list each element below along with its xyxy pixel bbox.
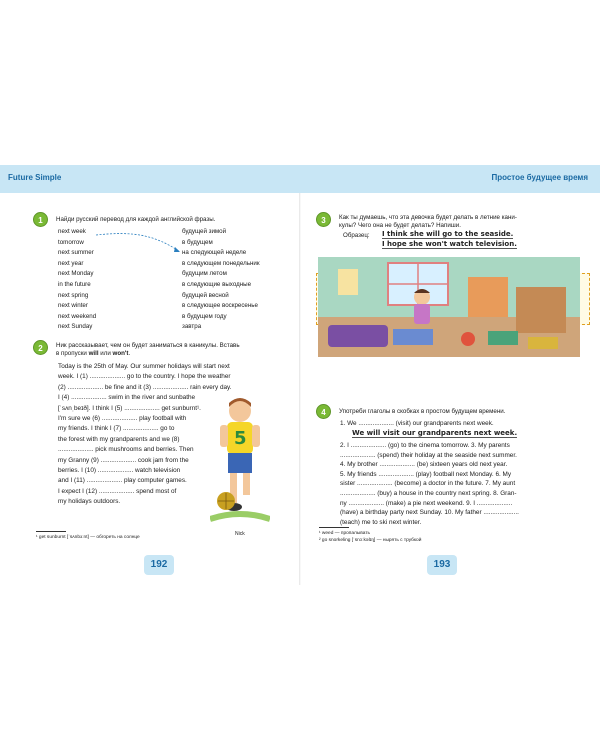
footnote-divider-right [319, 527, 349, 528]
exercise-3-task-line-2: кулы? Чего она не будет делать? Напиши. [339, 222, 461, 229]
exercise-4-task: Употреби глаголы в скобках в простом будущем времени. [339, 408, 506, 415]
exercise-2-line: my holidays outdoors. [58, 498, 121, 506]
task-prefix: в пропуски [56, 350, 89, 357]
exercise-4-line: 2. I .................... (go) to the cinema tomorrow. 3. My parents [340, 442, 510, 449]
english-phrase: next year [58, 259, 84, 267]
exercise-4-line: (teach) me to ski next winter. [340, 518, 422, 526]
exercise-3-task-line-1: Как ты думаешь, что эта девочка будет делать в летние кани- [339, 214, 517, 221]
exercise-1-number: 1 [33, 212, 48, 227]
exercise-4-number: 4 [316, 404, 331, 419]
footnote-left: ¹ get sunburnt [ˈsʌnbɜːnt] — обгореть на солнце [36, 535, 140, 540]
page-number-left: 192 [144, 555, 174, 575]
exercise-2-number: 2 [33, 340, 48, 355]
exercise-2-task-line-1: Ник рассказывает, чем он будет заниматься в каникулы. Вставь [56, 342, 240, 349]
footnote-right-2: ² go snorkeling [ˈsnɔːkəlɪŋ] — нырять с трубкой [319, 538, 422, 543]
exercise-2-line: I (4) .................... swim in the river and sunbathe [58, 394, 196, 402]
russian-phrase: будущим летом [182, 270, 227, 278]
footnote-right-1: ¹ weed — пропалывать [319, 531, 371, 536]
exercise-2-line: week. I (1) .................... go to the country. I hope the weather [58, 373, 231, 381]
exercise-2-line: [ˈsʌnˌbeɪð]. I think I (5) .................... get sunburnt¹. [58, 404, 201, 412]
english-phrase: next weekend [58, 312, 97, 320]
illustration-caption: Nick [235, 531, 245, 537]
english-phrase: next week [58, 228, 86, 235]
russian-phrase: будущей зимой [182, 228, 227, 235]
sample-answer-1: I think she will go to the seaside. [382, 230, 514, 238]
exercise-2-line: Today is the 25th of May. Our summer holidays will start next [58, 363, 230, 370]
matching-arrow-icon [94, 231, 184, 261]
exercise-2-task-line-2 [56, 350, 130, 358]
sample-answer-2: I hope she won't watch television. [382, 240, 517, 248]
textbook-spread [0, 165, 600, 585]
exercise-4-line: sister .................... (become) a doctor in the future. 7. My aunt [340, 480, 516, 488]
russian-phrase: в будущем году [182, 312, 227, 320]
russian-phrase: в следующее воскресенье [182, 302, 258, 310]
russian-phrase: на следующей неделе [182, 249, 247, 257]
exercise-2-line: the forest with my grandparents and we (8) [58, 435, 180, 443]
exercise-4-line: (have) a birthday party next Sunday. 10. My father .................... [340, 509, 519, 517]
exercise-2-line: my Granny (9) .................... cook jam from the [58, 456, 189, 464]
footnote-divider-left [36, 531, 66, 532]
header-right-title: Простое будущее время [491, 173, 588, 182]
russian-phrase: в следующие выходные [182, 281, 252, 288]
book-spine [299, 193, 301, 585]
room-scene-illustration [318, 257, 580, 357]
word-will: will [88, 350, 99, 357]
svg-text:5: 5 [234, 428, 247, 449]
exercise-2-line: berries. I (10) .................... watch television [58, 467, 181, 474]
russian-phrase: завтра [182, 323, 202, 331]
exercise-4-line-1: 1. We .................... (visit) our grandparents next week. [340, 420, 494, 427]
header-left-title: Future Simple [8, 173, 62, 182]
exercise-2-line: my friends. I think I (7) .................... go to [58, 425, 175, 433]
english-phrase: in the future [58, 281, 91, 288]
exercise-2-line: I'm sure we (6) .................... play football with [58, 415, 187, 422]
exercise-2-line: and I (11) .................... play computer games. [58, 477, 187, 485]
page-number-right: 193 [427, 555, 457, 575]
exercise-4-line: 5. My friends .................... (play) football next Monday. 6. My [340, 470, 512, 478]
task-or: или [98, 350, 113, 357]
page-header [0, 165, 600, 193]
russian-phrase: в следующем понедельник [182, 259, 260, 267]
exercise-3-number: 3 [316, 212, 331, 227]
exercise-4-line: .................... (buy) a house in the country next spring. 8. Gran- [340, 490, 517, 497]
word-wont: won't [112, 350, 129, 357]
exercise-2-line: (2) .................... be fine and it (3) .................... rain every day. [58, 383, 232, 391]
english-phrase: next spring [58, 291, 89, 299]
boy-nick-illustration [210, 397, 270, 525]
russian-phrase: будущей весной [182, 291, 229, 299]
task-end: . [128, 350, 131, 357]
exercise-4-line: 4. My brother .................... (be) sixteen years old next year. [340, 461, 508, 469]
sample-label: Образец: [343, 232, 370, 239]
exercise-2-line: .................... pick mushrooms and berries. Then [58, 446, 194, 454]
exercise-4-answer: We will visit our grandparents next week. [352, 429, 518, 437]
exercise-4-line: ny .................... (make) a pie next weekend. 9. I .................... [340, 499, 513, 507]
english-phrase: next Monday [58, 270, 94, 278]
english-phrase: next summer [58, 249, 94, 257]
exercise-2-line: I expect I (12) .................... spend most of [58, 487, 177, 495]
russian-phrase: в будущем [182, 238, 213, 246]
english-phrase: next winter [58, 302, 88, 310]
exercise-4-line: .................... (spend) their holiday at the seaside next summer. [340, 451, 517, 459]
english-phrase: next Sunday [58, 323, 93, 331]
exercise-1-task: Найди русский перевод для каждой английской фразы. [56, 216, 216, 223]
english-phrase: tomorrow [58, 238, 84, 246]
